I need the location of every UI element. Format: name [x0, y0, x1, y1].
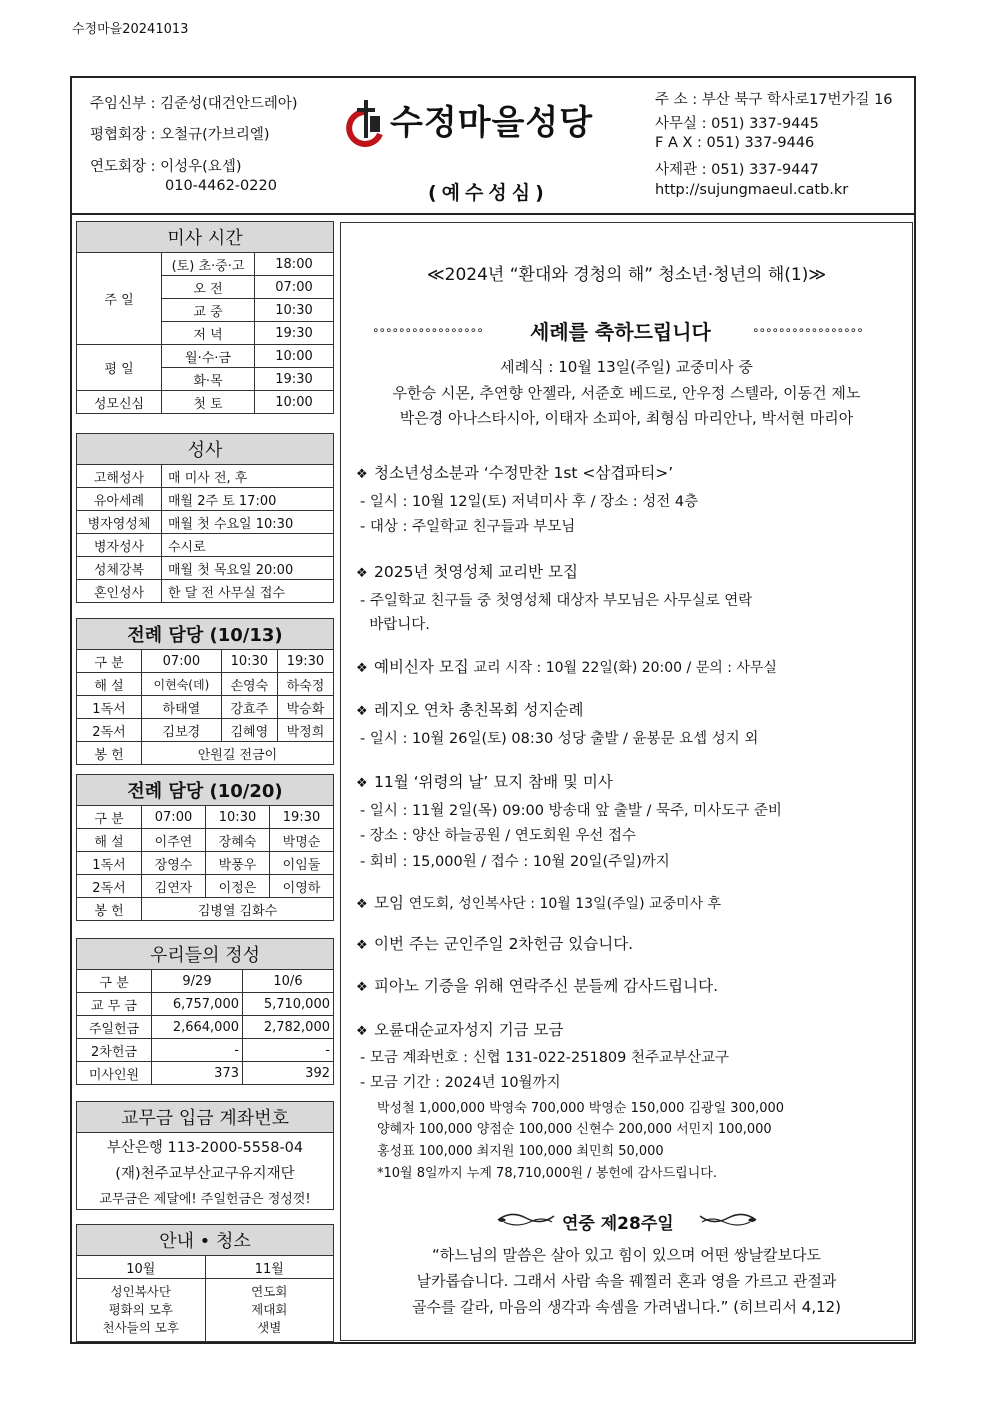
mass-name: 저 녁 — [162, 322, 255, 345]
liturgy-person: 하태열 — [142, 696, 222, 719]
liturgy-person: 강효주 — [221, 696, 277, 719]
diamond-bullet-icon: ❖ — [356, 938, 368, 953]
liturgy-table-1020 — [76, 774, 334, 921]
liturgy-role: 2독서 — [77, 719, 142, 742]
announcement-2 — [356, 560, 578, 582]
liturgy-person: 손영숙 — [221, 673, 277, 696]
account-table — [76, 1101, 334, 1210]
mary-label: 성모신심 — [77, 391, 162, 414]
dots-left: ∘∘∘∘∘∘∘∘∘∘∘∘∘∘∘∘∘ — [372, 323, 483, 337]
ornament-right-icon — [698, 1208, 758, 1230]
liturgy-table-1013 — [76, 618, 334, 765]
group-name: 성인복사단 — [110, 1284, 171, 1299]
offering-value: - — [243, 1039, 334, 1062]
mass-time: 19:30 — [255, 368, 334, 391]
sacrament-info: 매월 첫 수요일 10:30 — [162, 511, 334, 534]
diamond-bullet-icon: ❖ — [356, 897, 368, 912]
mass-times-title: 미사 시간 — [77, 222, 334, 253]
announcement-line: - 주일학교 친구들 중 첫영성체 대상자 부모님은 사무실로 연락 — [360, 593, 753, 609]
sunday-label: 주 일 — [77, 253, 162, 345]
year-headline: ≪2024년 “환대와 경청의 해” 청소년·청년의 해(1)≫ — [426, 265, 827, 285]
office-phone: 사무실 : 051) 337-9445 — [655, 116, 819, 132]
announcement-line: 바랍니다. — [360, 617, 430, 633]
liturgy-offering: 안원길 전금이 — [142, 742, 334, 765]
donor-line: 양혜자 100,000 양점순 100,000 신현수 200,000 서민지 100,000 — [377, 1122, 772, 1137]
cleaning-nov-groups — [205, 1279, 334, 1342]
announcement-4 — [356, 698, 583, 720]
diamond-bullet-icon: ❖ — [356, 566, 368, 581]
sacrament-info: 매월 2주 토 17:00 — [162, 488, 334, 511]
announcement-5 — [356, 770, 613, 792]
yeondo-phone: 010-4462-0220 — [165, 178, 277, 194]
offering-value: 2,664,000 — [152, 1016, 243, 1039]
announcement-line: - 회비 : 15,000원 / 접수 : 10월 20일(주일)까지 — [360, 854, 670, 870]
weekday-label: 평 일 — [77, 345, 162, 391]
donor-line: 홍성표 100,000 최지원 100,000 최민희 50,000 — [377, 1144, 664, 1159]
announcement-line: - 대상 : 주일학교 친구들과 부모님 — [360, 519, 576, 535]
announcement-title: 11월 ‘위령의 날’ 묘지 참배 및 미사 — [374, 773, 613, 791]
announcement-7 — [356, 932, 633, 954]
sacrament-name: 혼인성사 — [77, 580, 162, 603]
group-name: 평화의 모후 — [108, 1302, 173, 1317]
announcement-title: 2025년 첫영성체 교리반 모집 — [374, 563, 578, 581]
liturgy-head: 10:30 — [206, 806, 270, 829]
mass-name: 오 전 — [162, 276, 255, 299]
mass-name: 월·수·금 — [162, 345, 255, 368]
baptism-title: 세례를 축하드립니다 — [530, 320, 711, 344]
liturgy-role: 봉 헌 — [77, 742, 142, 765]
diamond-bullet-icon: ❖ — [356, 1024, 368, 1039]
liturgy-offering: 김병열 김화수 — [142, 898, 334, 921]
pastor-name: 주임신부 : 김준성(대건안드레아) — [90, 96, 298, 112]
council-president: 평협회장 : 오철규(가브리엘) — [90, 127, 270, 143]
baptism-names-1: 우한승 시몬, 추연향 안젤라, 서준호 베드로, 안우정 스텔라, 이동건 제노 — [392, 384, 861, 402]
announcement-1 — [356, 461, 673, 483]
sacraments-title: 성사 — [77, 434, 334, 465]
ornament-left-icon — [496, 1208, 556, 1230]
liturgy-head: 10:30 — [221, 650, 277, 673]
liturgy-person: 박명순 — [270, 829, 334, 852]
liturgy-person: 박승화 — [277, 696, 333, 719]
sacrament-info: 수시로 — [162, 534, 334, 557]
scripture-line-3: 골수를 갈라, 마음의 생각과 속셈을 가려냅니다.” (히브리서 4,12) — [411, 1298, 842, 1316]
offering-label: 주일헌금 — [77, 1016, 152, 1039]
mass-time: 19:30 — [255, 322, 334, 345]
announcement-6 — [356, 891, 721, 913]
diamond-bullet-icon: ❖ — [356, 704, 368, 719]
offering-label: 2차헌금 — [77, 1039, 152, 1062]
account-owner: (재)천주교부산교구유지재단 — [77, 1159, 334, 1185]
cleaning-month: 11월 — [205, 1256, 334, 1279]
liturgy-role: 해 설 — [77, 673, 142, 696]
liturgy-head: 구 분 — [77, 806, 142, 829]
announcement-title: 모임 — [374, 894, 404, 912]
fax-number: F A X : 051) 337-9446 — [655, 135, 815, 151]
liturgy-person: 이현숙(데) — [142, 673, 222, 696]
address: 주 소 : 부산 북구 학사로17번가길 16 — [655, 92, 893, 108]
mass-times-table — [76, 221, 334, 414]
liturgy-title: 전례 담당 (10/13) — [77, 619, 334, 650]
announcement-3 — [356, 655, 777, 677]
account-bank: 부산은행 113-2000-5558-04 — [77, 1133, 334, 1160]
dots-right: ∘∘∘∘∘∘∘∘∘∘∘∘∘∘∘∘∘ — [752, 323, 863, 337]
offering-value: 5,710,000 — [243, 993, 334, 1016]
announcement-line: - 일시 : 10월 26일(토) 08:30 성당 출발 / 윤봉문 요셉 성지 외 — [360, 731, 759, 747]
parish-logo-icon — [346, 98, 386, 148]
group-name: 연도회 — [251, 1284, 288, 1299]
liturgy-role: 1독서 — [77, 696, 142, 719]
liturgy-person: 김연자 — [142, 875, 206, 898]
diamond-bullet-icon: ❖ — [356, 776, 368, 791]
cleaning-oct-groups — [77, 1279, 206, 1342]
liturgy-head: 19:30 — [277, 650, 333, 673]
sacrament-name: 병자영성체 — [77, 511, 162, 534]
liturgy-person: 하숙정 — [277, 673, 333, 696]
diamond-bullet-icon: ❖ — [356, 980, 368, 995]
donor-line: 박성철 1,000,000 박영숙 700,000 박영순 150,000 김광일 300,000 — [377, 1101, 785, 1116]
liturgy-person: 박정희 — [277, 719, 333, 742]
scripture-line-1: “하느님의 말씀은 살아 있고 힘이 있으며 어떤 쌍날칼보다도 — [432, 1246, 821, 1264]
header-divider — [70, 213, 916, 215]
document-id: 수정마을20241013 — [72, 22, 189, 37]
rectory-phone: 사제관 : 051) 337-9447 — [655, 162, 819, 178]
liturgy-person: 이정은 — [206, 875, 270, 898]
offering-table — [76, 938, 334, 1085]
announcement-line: - 모금 계좌번호 : 신협 131-022-251809 천주교부산교구 — [360, 1050, 730, 1066]
liturgy-head: 19:30 — [270, 806, 334, 829]
parish-subtitle: (예수성심) — [428, 182, 549, 204]
cleaning-month: 10월 — [77, 1256, 206, 1279]
mass-name: 화·목 — [162, 368, 255, 391]
offering-value: 2,782,000 — [243, 1016, 334, 1039]
donor-note: *10월 8일까지 누계 78,710,000원 / 봉헌에 감사드립니다. — [377, 1166, 717, 1181]
baptism-time: 세례식 : 10월 13일(주일) 교중미사 중 — [500, 358, 753, 376]
offering-head: 9/29 — [152, 970, 243, 993]
liturgy-role: 1독서 — [77, 852, 142, 875]
mass-name: 첫 토 — [162, 391, 255, 414]
announcement-title: 청소년성소분과 ‘수정만찬 1st <삼겹파티>’ — [374, 464, 674, 482]
diamond-bullet-icon: ❖ — [356, 467, 368, 482]
liturgy-person: 김혜영 — [221, 719, 277, 742]
offering-head: 10/6 — [243, 970, 334, 993]
baptism-names-2: 박은경 아나스타시아, 이태자 소피아, 최형심 마리안나, 박서현 마리아 — [399, 409, 854, 427]
announcement-line: - 모금 기간 : 2024년 10월까지 — [360, 1075, 561, 1091]
mass-time: 07:00 — [255, 276, 334, 299]
liturgy-head: 07:00 — [142, 806, 206, 829]
offering-label: 미사인원 — [77, 1062, 152, 1085]
offering-head: 구 분 — [77, 970, 152, 993]
liturgy-head: 구 분 — [77, 650, 142, 673]
mass-name: 교 중 — [162, 299, 255, 322]
announcement-line: - 일시 : 10월 12일(토) 저녁미사 후 / 장소 : 성전 4층 — [360, 494, 699, 510]
liturgy-person: 이임둘 — [270, 852, 334, 875]
announcement-title: 이번 주는 군인주일 2차헌금 있습니다. — [374, 935, 634, 953]
sunday-title: 연중 제28주일 — [562, 1214, 674, 1234]
announcement-title: 예비신자 모집 — [374, 658, 469, 676]
liturgy-person: 이영하 — [270, 875, 334, 898]
offering-title: 우리들의 정성 — [77, 939, 334, 970]
sacrament-info: 매월 첫 목요일 20:00 — [162, 557, 334, 580]
sacrament-name: 유아세례 — [77, 488, 162, 511]
sacrament-name: 성체강복 — [77, 557, 162, 580]
sacrament-info: 매 미사 전, 후 — [162, 465, 334, 488]
announcement-8 — [356, 974, 718, 996]
announcement-title: 피아노 기증을 위해 연락주신 분들께 감사드립니다. — [374, 977, 718, 995]
sacrament-name: 고해성사 — [77, 465, 162, 488]
mass-time: 10:00 — [255, 345, 334, 368]
cleaning-title: 안내 • 청소 — [77, 1225, 334, 1256]
liturgy-role: 2독서 — [77, 875, 142, 898]
offering-value: 6,757,000 — [152, 993, 243, 1016]
sacrament-info: 한 달 전 사무실 접수 — [162, 580, 334, 603]
liturgy-person: 이주연 — [142, 829, 206, 852]
parish-title: 수정마을성당 — [390, 103, 594, 143]
announcement-title: 오륜대순교자성지 기금 모금 — [374, 1021, 564, 1039]
group-name: 제대회 — [251, 1302, 288, 1317]
group-name: 샛별 — [257, 1320, 282, 1335]
yeondo-president: 연도회장 : 이성우(요셉) — [90, 159, 242, 175]
announcement-line: - 일시 : 11월 2일(목) 09:00 방송대 앞 출발 / 묵주, 미사도구 준비 — [360, 803, 782, 819]
offering-value: - — [152, 1039, 243, 1062]
announcement-detail: 연도회, 성인복사단 : 10월 13일(주일) 교중미사 후 — [408, 896, 722, 912]
sacraments-table — [76, 433, 334, 603]
offering-label: 교 무 금 — [77, 993, 152, 1016]
mass-name: (토) 초·중·고 — [162, 253, 255, 276]
account-title: 교무금 입금 계좌번호 — [77, 1102, 334, 1133]
sacrament-name: 병자성사 — [77, 534, 162, 557]
offering-value: 373 — [152, 1062, 243, 1085]
mass-time: 10:00 — [255, 391, 334, 414]
announcement-line: - 장소 : 양산 하늘공원 / 연도회원 우선 접수 — [360, 828, 636, 844]
website-url[interactable]: http://sujungmaeul.catb.kr — [655, 182, 849, 198]
diamond-bullet-icon: ❖ — [356, 661, 368, 676]
scripture-line-2: 날카롭습니다. 그래서 사람 속을 꿰찔러 혼과 영을 가르고 관절과 — [416, 1272, 837, 1290]
liturgy-title: 전례 담당 (10/20) — [77, 775, 334, 806]
liturgy-person: 장영수 — [142, 852, 206, 875]
liturgy-person: 김보경 — [142, 719, 222, 742]
liturgy-head: 07:00 — [142, 650, 222, 673]
offering-value: 392 — [243, 1062, 334, 1085]
liturgy-role: 봉 헌 — [77, 898, 142, 921]
announcement-title: 레지오 연차 총친목회 성지순례 — [374, 701, 584, 719]
group-name: 천사들의 모후 — [102, 1320, 179, 1335]
liturgy-person: 장혜숙 — [206, 829, 270, 852]
announcement-detail: 교리 시작 : 10월 22일(화) 20:00 / 문의 : 사무실 — [473, 660, 777, 676]
announcement-9 — [356, 1018, 564, 1040]
mass-time: 10:30 — [255, 299, 334, 322]
account-note: 교무금은 제달에! 주일헌금은 정성껏! — [77, 1185, 334, 1210]
mass-time: 18:00 — [255, 253, 334, 276]
liturgy-role: 해 설 — [77, 829, 142, 852]
cleaning-table — [76, 1224, 334, 1342]
liturgy-person: 박풍우 — [206, 852, 270, 875]
